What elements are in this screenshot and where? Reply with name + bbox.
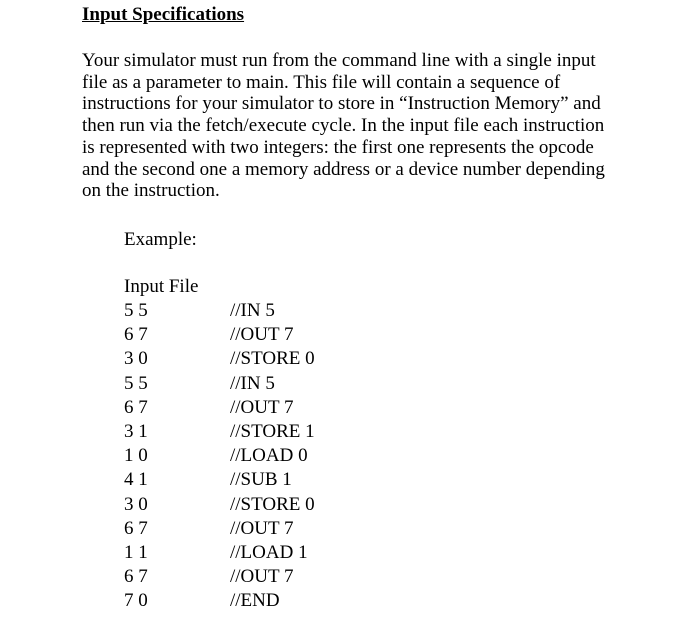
- paragraph-line: instructions for your simulator to store in “Instruction Memory” and: [82, 93, 601, 115]
- instruction-code: 7 0: [124, 590, 148, 612]
- instruction-comment: //STORE 0: [230, 493, 315, 515]
- instruction-comment: //OUT 7: [230, 324, 294, 346]
- paragraph-line: file as a parameter to main. This file will contain a sequence of: [82, 71, 561, 93]
- instruction-code: 1 0: [124, 445, 148, 467]
- instruction-row: [124, 468, 444, 492]
- instruction-row: [124, 541, 444, 565]
- instruction-comment: //IN 5: [230, 372, 275, 394]
- instruction-code: 3 1: [124, 420, 148, 442]
- paragraph-line: then run via the fetch/execute cycle. In the input file each instruction: [82, 115, 605, 137]
- instruction-comment: //STORE 1: [230, 420, 315, 442]
- instruction-comment: //STORE 0: [230, 348, 315, 370]
- instruction-code: 4 1: [124, 469, 148, 491]
- instruction-code: 3 0: [124, 348, 148, 370]
- instruction-comment: //IN 5: [230, 300, 275, 321]
- instruction-code: 6 7: [124, 324, 148, 346]
- instruction-code: 5 5: [124, 372, 148, 394]
- example-label: Example:: [124, 229, 197, 250]
- instruction-comment: //SUB 1: [230, 469, 292, 491]
- instruction-comment: //END: [230, 590, 280, 612]
- instruction-row: [124, 323, 444, 347]
- paragraph-line: is represented with two integers: the first one represents the opcode: [82, 136, 594, 158]
- instruction-code: 6 7: [124, 566, 148, 588]
- instruction-comment: //LOAD 1: [230, 541, 308, 563]
- instruction-row: [124, 396, 444, 420]
- instruction-code: 5 5: [124, 300, 148, 321]
- paragraph-line: on the instruction.: [82, 180, 220, 202]
- instruction-row: [124, 565, 444, 589]
- instruction-row: [124, 299, 444, 323]
- section-heading: Input Specifications: [82, 4, 245, 25]
- instruction-comment: //OUT 7: [230, 396, 294, 418]
- paragraph-line: Your simulator must run from the command line with a single input: [82, 50, 596, 71]
- instruction-code: 6 7: [124, 517, 148, 539]
- instruction-row: [124, 444, 444, 468]
- instruction-list: [124, 299, 444, 613]
- instruction-row: [124, 420, 444, 444]
- description-paragraph: [82, 50, 642, 202]
- instruction-row: [124, 493, 444, 517]
- instruction-code: 6 7: [124, 396, 148, 418]
- instruction-row: [124, 589, 444, 613]
- instruction-comment: //LOAD 0: [230, 445, 308, 467]
- instruction-row: [124, 347, 444, 371]
- instruction-comment: //OUT 7: [230, 566, 294, 588]
- instruction-code: 3 0: [124, 493, 148, 515]
- instruction-row: [124, 517, 444, 541]
- instruction-row: [124, 372, 444, 396]
- instruction-code: 1 1: [124, 541, 148, 563]
- paragraph-line: and the second one a memory address or a device number depending: [82, 158, 605, 180]
- instruction-comment: //OUT 7: [230, 517, 294, 539]
- input-file-header: Input File: [124, 276, 199, 297]
